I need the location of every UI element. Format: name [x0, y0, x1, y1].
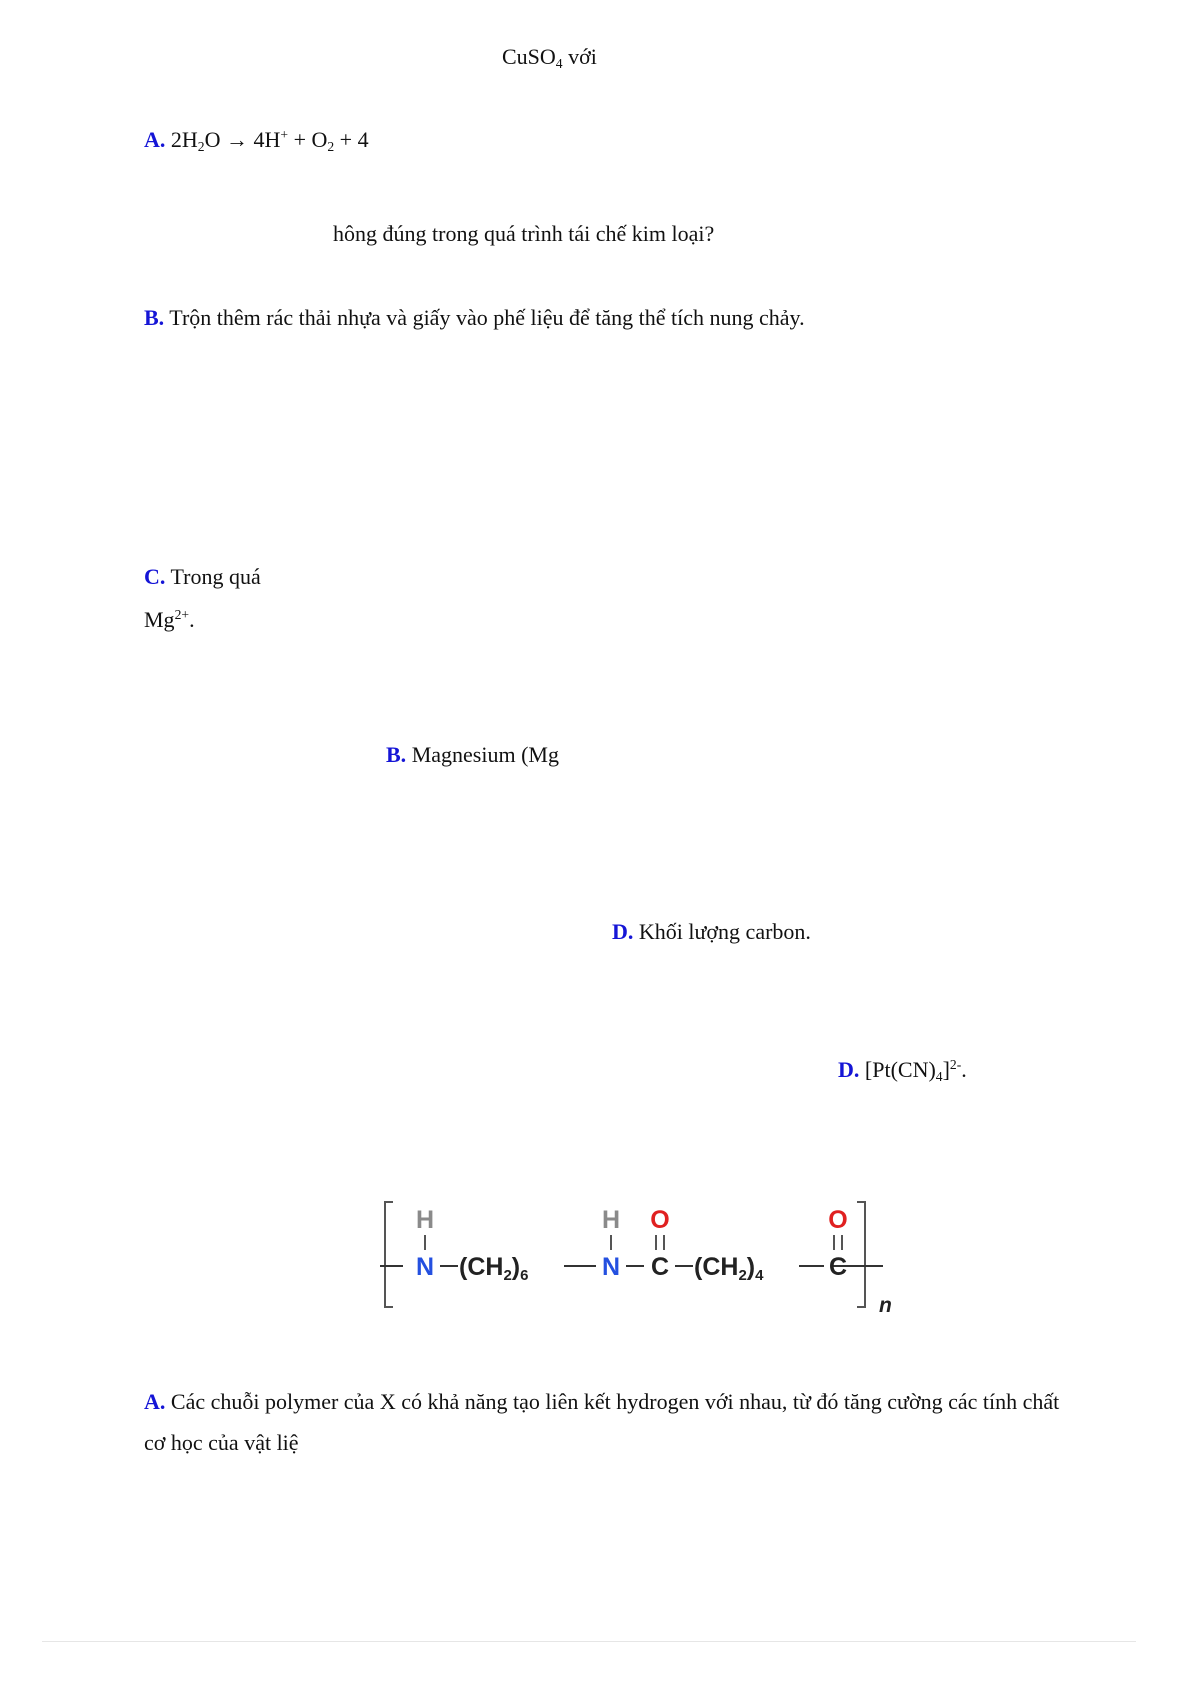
text: O → 4H [204, 127, 281, 152]
text-line-continuation [144, 1430, 299, 1456]
oxygen-atom: O [650, 1206, 670, 1234]
subscript: 2 [327, 139, 335, 155]
methylene-group-6: $(CH_2)_6$ [459, 1253, 529, 1284]
option-b-magnesium [386, 742, 559, 768]
option-label: A. [144, 1389, 166, 1414]
text: cơ học của vật liệ [144, 1430, 299, 1455]
option-d-carbon [612, 919, 811, 945]
text: CuSO [502, 44, 556, 69]
text: Trộn thêm rác thải nhựa và giấy vào phế liệu để tăng thể tích nung chảy. [164, 305, 805, 330]
polymer-structure-diagram [380, 1196, 910, 1322]
option-label: D. [612, 919, 634, 944]
text: . [961, 1057, 967, 1082]
text: với [562, 44, 597, 69]
option-c [144, 564, 261, 590]
option-label: A. [144, 127, 166, 152]
text: hông đúng trong quá trình tái chế kim loại? [333, 221, 715, 246]
option-label: B. [144, 305, 165, 330]
hydrogen-atom: H [415, 1206, 435, 1234]
carbon-atom: C [650, 1253, 670, 1281]
text: + 4 [334, 127, 369, 152]
subscript: 2 [197, 139, 205, 155]
text-line-mg-ion [144, 607, 195, 633]
option-label: B. [386, 742, 407, 767]
nitrogen-atom: N [601, 1253, 621, 1281]
methylene-group-4: $(CH_2)_4$ [694, 1253, 764, 1284]
carbon-atom: C [828, 1253, 848, 1281]
text-line-cuso4 [502, 44, 597, 70]
text: + O [288, 127, 328, 152]
superscript: + [280, 126, 289, 142]
repeat-unit-n: n [879, 1294, 892, 1317]
option-b-recycling [144, 305, 805, 331]
option-a-polymer [144, 1389, 1059, 1415]
text: ] [942, 1057, 950, 1082]
text: Các chuỗi polymer của X có khả năng tạo liên kết hydrogen với nhau, từ đó tăng cường các tính chất [165, 1389, 1060, 1414]
subscript: 4 [935, 1069, 943, 1085]
text: Mg [144, 607, 175, 632]
nitrogen-atom: N [415, 1253, 435, 1281]
superscript: 2+ [174, 606, 190, 622]
option-a-equation [144, 127, 369, 153]
text: Trong quá [165, 564, 261, 589]
text: Magnesium (Mg [406, 742, 559, 767]
option-d-complex [838, 1057, 967, 1083]
option-label: D. [838, 1057, 860, 1082]
option-label: C. [144, 564, 166, 589]
right-bracket [857, 1202, 865, 1307]
text: . [189, 607, 195, 632]
divider [42, 1641, 1136, 1642]
text: 2H [165, 127, 198, 152]
superscript: 2- [949, 1056, 962, 1072]
question-fragment [333, 221, 714, 247]
left-bracket [385, 1202, 393, 1307]
oxygen-atom: O [828, 1206, 848, 1234]
hydrogen-atom: H [601, 1206, 621, 1234]
subscript: 4 [555, 56, 563, 72]
text: [Pt(CN) [859, 1057, 936, 1082]
text: Khối lượng carbon. [633, 919, 811, 944]
